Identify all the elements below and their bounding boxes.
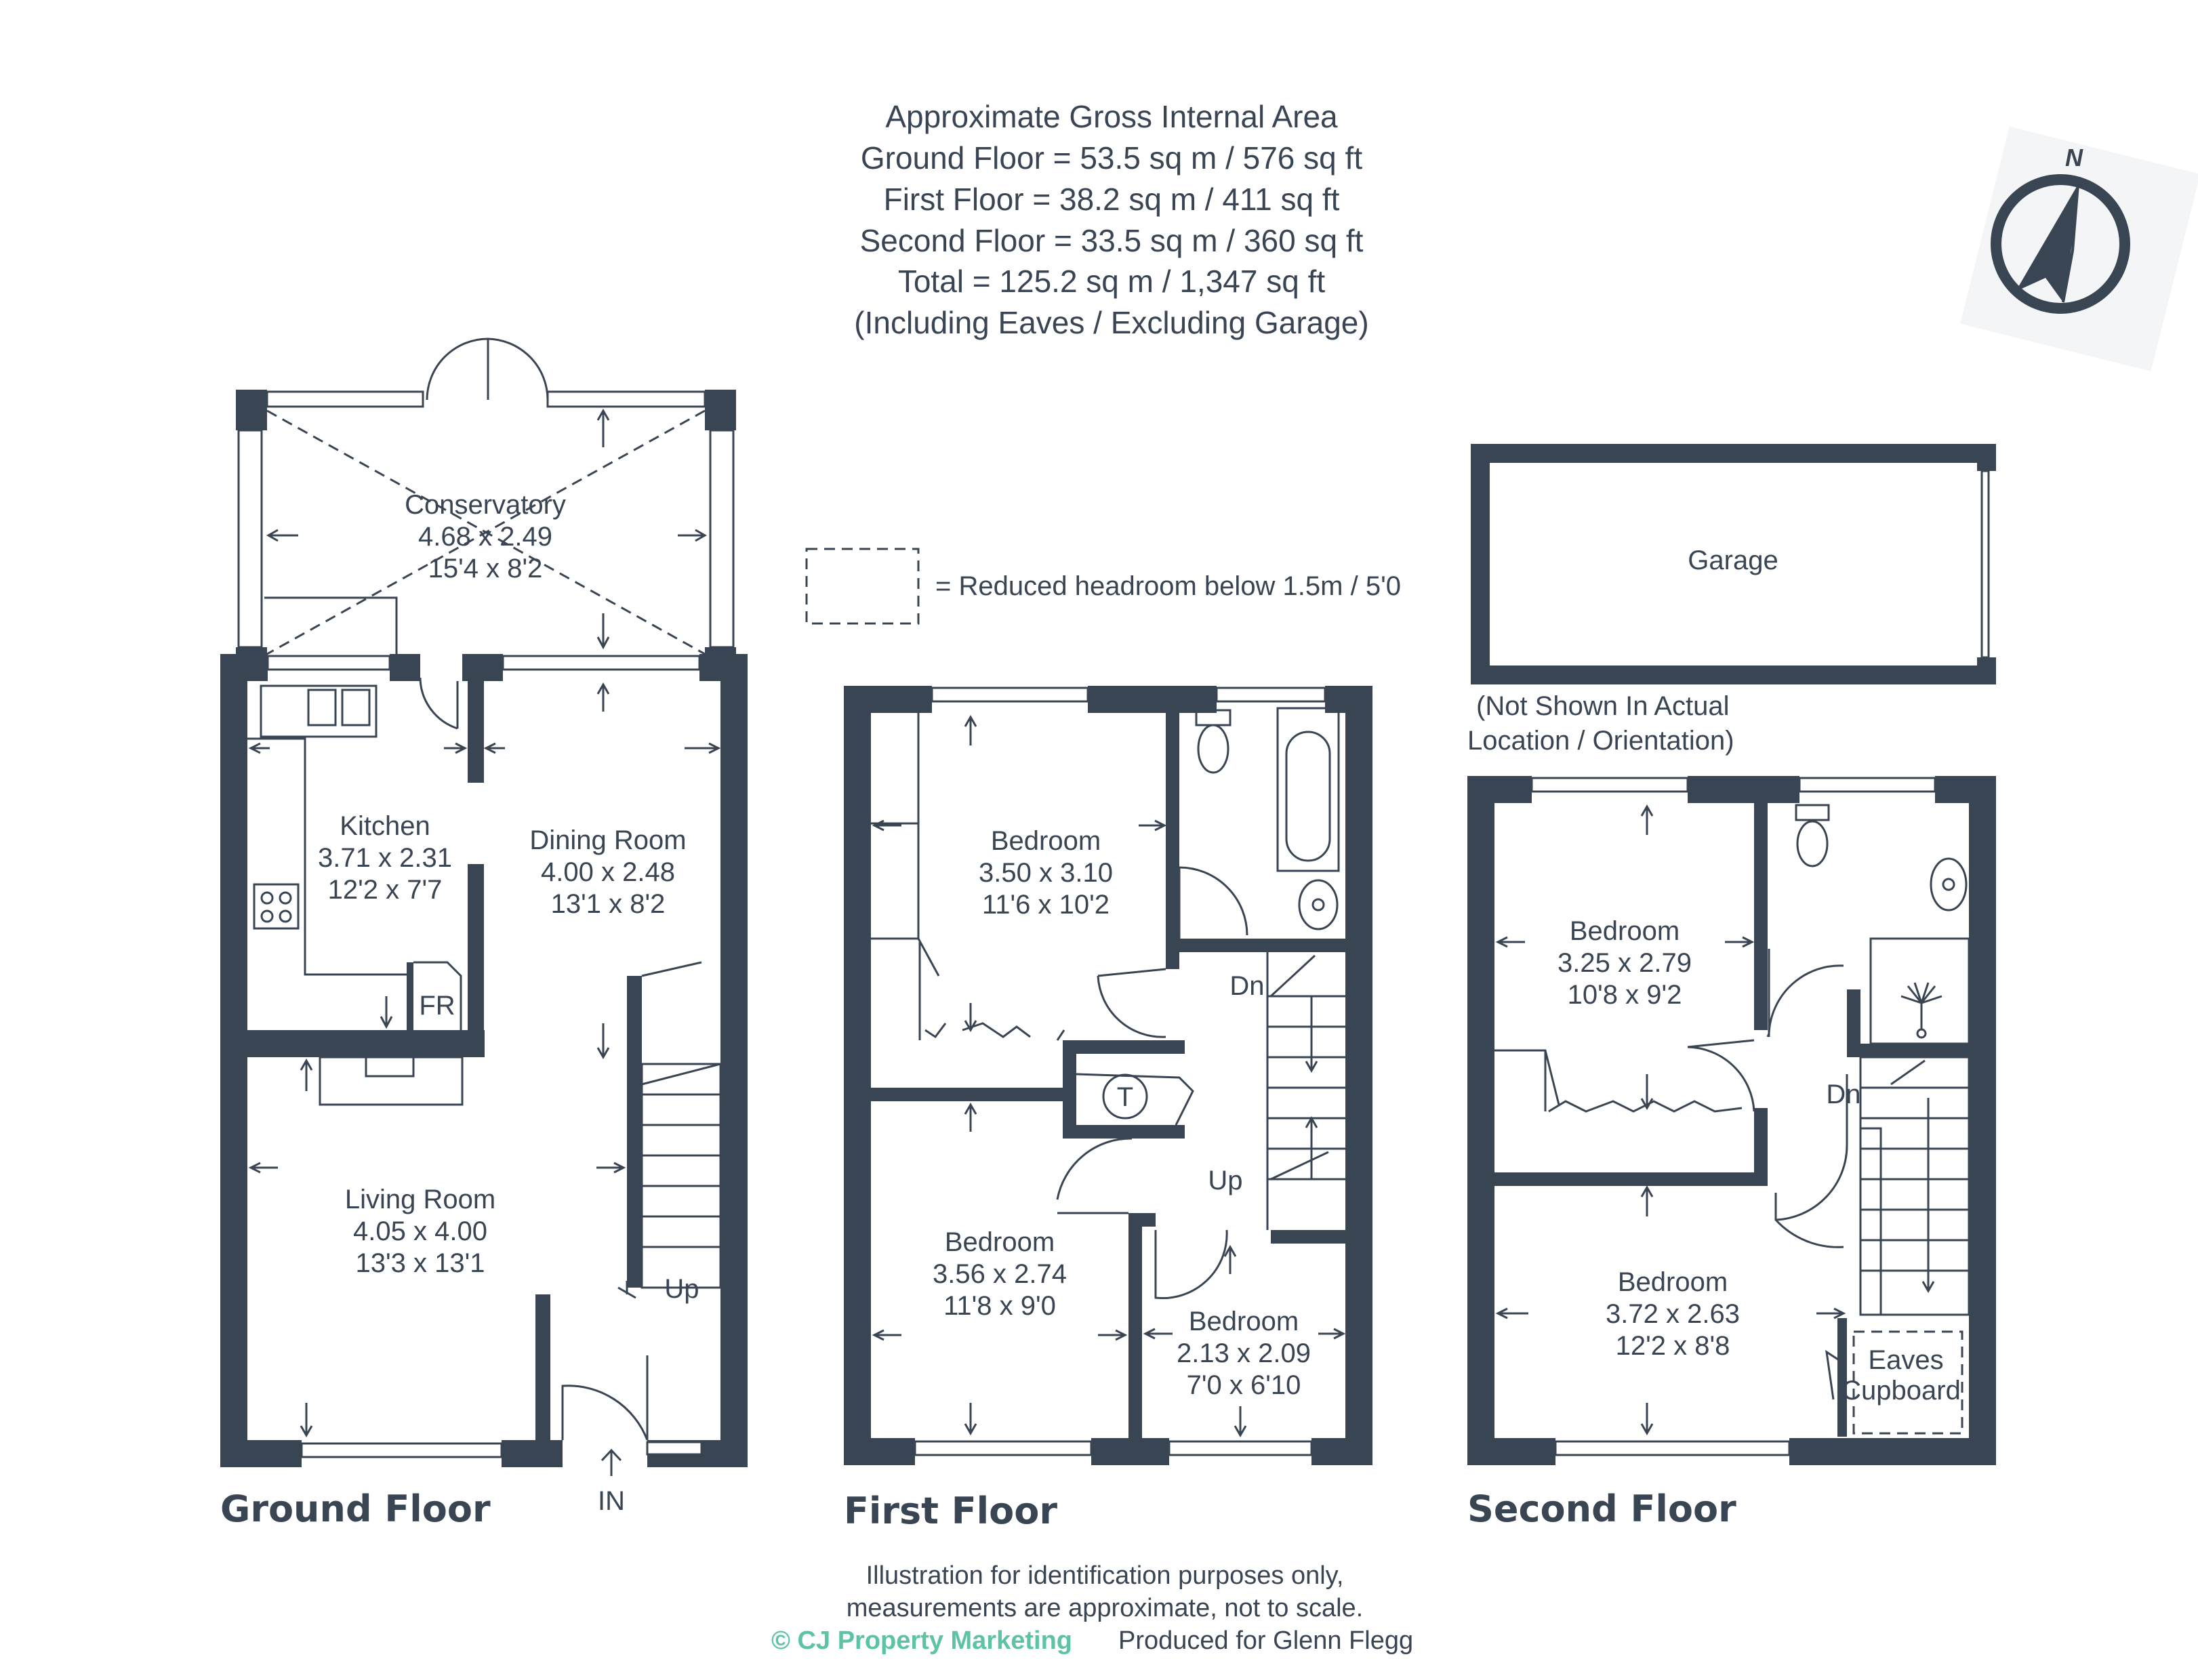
second-bedroom-b-name: Bedroom (1617, 1267, 1728, 1297)
living-name: Living Room (344, 1185, 496, 1214)
garage-label: Garage (1688, 546, 1778, 575)
first-floor-title: First Floor (844, 1490, 1058, 1532)
second-stairs (1860, 1057, 1969, 1315)
garage-note-1: (Not Shown In Actual (1476, 691, 1730, 721)
second-bedroom-b-metric: 3.72 x 2.63 (1606, 1299, 1740, 1329)
second-bedroom-a-metric: 3.25 x 2.79 (1558, 948, 1692, 978)
ground-floor-title: Ground Floor (220, 1488, 491, 1530)
first-bedroom-b-imperial: 11'8 x 9'0 (943, 1291, 1056, 1321)
first-bedroom-a-metric: 3.50 x 3.10 (979, 858, 1113, 888)
entrance-label: IN (598, 1486, 625, 1516)
first-floor-plan (844, 686, 1372, 1532)
eaves-label-1: Eaves (1868, 1345, 1944, 1375)
conservatory-imperial: 15'4 x 8'2 (428, 554, 543, 583)
first-bedroom-c-metric: 2.13 x 2.09 (1177, 1338, 1311, 1368)
conservatory-metric: 4.68 x 2.49 (418, 522, 552, 552)
garage-note-2: Location / Orientation) (1467, 726, 1734, 756)
first-stairs (1267, 952, 1345, 1230)
bathroom-fixtures (1196, 708, 1339, 929)
fridge-label: FR (419, 991, 455, 1021)
second-bedroom-a-imperial: 10'8 x 9'2 (1567, 980, 1682, 1010)
dining-metric: 4.00 x 2.48 (541, 857, 675, 887)
area-ground: Ground Floor = 53.5 sq m / 576 sq ft (860, 140, 1363, 176)
eaves-cupboard (1827, 1318, 1962, 1437)
footer (847, 1561, 1364, 1622)
second-bathroom-fixtures (1796, 805, 1969, 1044)
area-title: Approximate Gross Internal Area (885, 99, 1338, 134)
second-floor-title: Second Floor (1467, 1488, 1736, 1530)
hob-icon (254, 884, 298, 928)
dining-imperial: 13'1 x 8'2 (550, 889, 666, 919)
first-stairs-down: Dn (1229, 971, 1265, 1001)
eaves-label-2: Cupboard (1841, 1376, 1961, 1406)
first-bedroom-c-name: Bedroom (1188, 1307, 1299, 1336)
legend-dashed-box (807, 549, 918, 623)
kitchen-metric: 3.71 x 2.31 (318, 843, 452, 873)
kitchen-name: Kitchen (340, 811, 430, 841)
second-bedroom-a-name: Bedroom (1569, 916, 1680, 946)
brand-name: © CJ Property Marketing (771, 1626, 1072, 1655)
disclaimer-line-1: Illustration for identification purposes only, (866, 1561, 1344, 1590)
area-first: First Floor = 38.2 sq m / 411 sq ft (883, 182, 1340, 217)
ground-floor-plan (220, 339, 748, 1530)
north-arrow-icon (1960, 127, 2198, 371)
living-metric: 4.05 x 4.00 (353, 1216, 487, 1246)
second-stairs-down: Dn (1826, 1080, 1861, 1109)
tank-icon (1076, 1074, 1193, 1125)
first-bedroom-c-imperial: 7'0 x 6'10 (1186, 1370, 1301, 1400)
first-bedroom-b-name: Bedroom (944, 1227, 1055, 1257)
second-bedroom-b-imperial: 12'2 x 8'8 (1615, 1331, 1730, 1361)
compass-label: N (2065, 144, 2083, 171)
area-total: Total = 125.2 sq m / 1,347 sq ft (897, 264, 1326, 299)
area-note: (Including Eaves / Excluding Garage) (854, 305, 1369, 340)
disclaimer-line-2: measurements are approximate, not to scale. (846, 1594, 1364, 1622)
living-imperial: 13'3 x 13'1 (355, 1248, 485, 1278)
entrance-arrow-icon (602, 1450, 621, 1476)
kitchen-imperial: 12'2 x 7'7 (327, 875, 443, 905)
first-bedroom-b-metric: 3.56 x 2.74 (933, 1259, 1067, 1289)
ground-stairs (642, 1064, 720, 1288)
tank-label: T (1116, 1082, 1134, 1112)
garage-plan (1467, 444, 1996, 756)
area-summary (854, 99, 1368, 340)
legend-text: = Reduced headroom below 1.5m / 5'0 (935, 571, 1401, 601)
headroom-legend (807, 549, 1401, 623)
produced-for: Produced for Glenn Flegg (1118, 1626, 1414, 1655)
first-bedroom-a-imperial: 11'6 x 10'2 (981, 890, 1110, 920)
first-bedroom-a-name: Bedroom (990, 826, 1101, 856)
area-second: Second Floor = 33.5 sq m / 360 sq ft (859, 223, 1364, 258)
dining-name: Dining Room (529, 825, 687, 855)
second-floor-plan (1467, 776, 1996, 1530)
conservatory-name: Conservatory (405, 490, 566, 520)
ground-stairs-up: Up (664, 1274, 699, 1304)
first-stairs-up: Up (1208, 1166, 1243, 1195)
